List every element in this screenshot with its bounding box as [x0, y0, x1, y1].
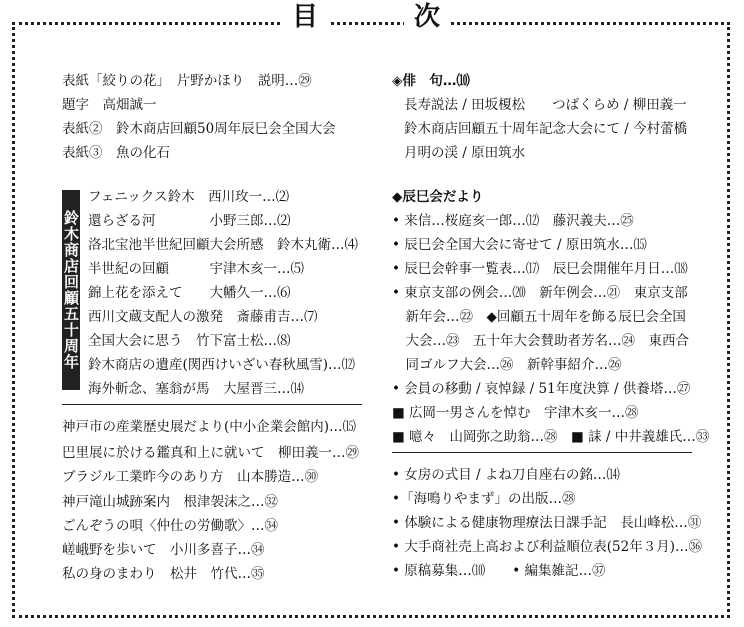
toc-entry: 大会…㉓ 五十年大会賛助者芳名…㉔ 東西合: [392, 333, 689, 349]
section-heading-tatsumi: ◆辰巳会だより: [392, 189, 484, 205]
toc-entry: 神戸市の産業歴史展だより(中小企業会館内)…⒂: [62, 419, 357, 435]
toc-entry: • 会員の移動 / 哀悼録 / 51年度決算 / 供養塔…㉗: [392, 381, 691, 397]
toc-entry: • 来信…桜庭亥一郎…⑿ 藤沢義夫…㉕: [392, 213, 634, 229]
toc-entry: • 辰巳会幹事一覧表…⒄ 辰巳会開催年月日…⒅: [392, 261, 688, 277]
toc-entry: 同ゴルフ大会…㉖ 新幹事紹介…㉖: [392, 357, 622, 373]
toc-entry: • 体験による健康物理療法日課手記 長山峰松…㉛: [392, 515, 702, 531]
toc-entry: 錦上花を添えて 大幡久一…⑹: [88, 285, 291, 301]
toc-entry: 半世紀の回顧 宇津木亥一…⑸: [88, 261, 304, 277]
toc-entry: 鈴木商店回顧五十周年記念大会にて / 今村蕾橋: [404, 121, 688, 137]
toc-entry: ■ 噫々 山岡弥之助翁…㉘ ■ 誄 / 中井義雄氏…㉝: [392, 429, 710, 445]
toc-entry: 西川文蔵支配人の激発 斎藤甫吉…⑺: [88, 309, 318, 325]
toc-entry: 神戸滝山城跡案内 根津袈沫之…㉜: [62, 494, 278, 510]
toc-entry: 還らざる河 小野三郎…⑵: [88, 213, 291, 229]
toc-entry: • 原稿募集…⑽ • 編集雑記…㊲: [392, 563, 606, 579]
toc-entry: 嵯峨野を歩いて 小川多喜子…㉞: [62, 542, 265, 558]
toc-entry: 巴里展に於ける鑑真和上に就いて 柳田義一…㉙: [62, 445, 359, 461]
title-left: 目: [282, 0, 328, 34]
toc-entry: 私の身のまわり 松井 竹代…㉟: [62, 566, 265, 582]
toc-entry: 洛北宝池半世紀回顧大会所感 鈴木丸衛…⑷: [88, 237, 358, 253]
toc-entry: 長寿説法 / 田坂榎松 つばくらめ / 柳田義一: [404, 97, 687, 113]
toc-entry: 題字 高畑誠一: [62, 97, 157, 113]
divider: [392, 452, 692, 453]
toc-entry: ■ 広岡一男さんを悼む 宇津木亥一…㉘: [392, 405, 639, 421]
toc-entry: • 大手商社売上高および利益順位表(52年３月)…㊱: [392, 539, 702, 555]
toc-entry: • 東京支部の例会…⒇ 新年例会…㉑ 東京支部: [392, 285, 688, 301]
toc-entry: 鈴木商店の遺産(関西けいざい春秋風雪)…⑿: [88, 357, 356, 373]
toc-entry: 表紙③ 魚の化石: [62, 145, 170, 161]
toc-entry: • 女房の式目 / よね刀自座右の銘…⒁: [392, 467, 620, 483]
section-label-vertical: 鈴木商店回顧五十周年: [62, 190, 80, 390]
toc-entry: • 辰巳会全国大会に寄せて / 原田筑水…⒂: [392, 237, 647, 253]
toc-entry: ごんぞうの唄〈仲仕の労働歌〉…㉞: [62, 518, 278, 534]
section-heading-haiku: ◈俳 句…⑽: [392, 73, 470, 89]
toc-entry: 新年会…㉒ ◆回顧五十周年を飾る辰巳会全国: [392, 309, 686, 325]
toc-entry: •「海鳴りやまず」の出版…㉘: [392, 491, 576, 507]
title-right: 次: [404, 0, 450, 34]
toc-entry: 全国大会に思う 竹下富士松…⑻: [88, 333, 291, 349]
toc-entry: 月明の渓 / 原田筑水: [404, 145, 526, 161]
toc-entry: フェニックス鈴木 西川玫一…⑵: [88, 189, 290, 205]
divider: [62, 404, 362, 405]
toc-entry: ブラジル工業昨今のあり方 山本勝造…㉚: [62, 469, 319, 485]
toc-entry: 海外斬念、塞翁が馬 大屋晋三…⒁: [88, 381, 304, 397]
toc-entry: 表紙② 鈴木商店回顧50周年辰巳会全国大会: [62, 121, 336, 137]
toc-entry: 表紙「絞りの花」 片野かほり 説明…㉙: [62, 73, 312, 89]
